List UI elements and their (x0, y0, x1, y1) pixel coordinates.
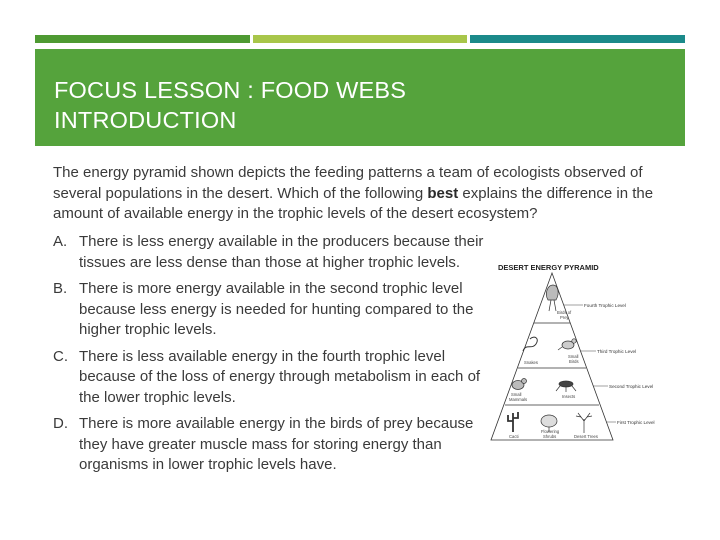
option-text: There is more available energy in the birds of prey because they have greater muscle mass for storing energy than organisms in lower trophic levels have. (79, 415, 474, 473)
option-letter: D. (53, 415, 68, 432)
label-small-mammals-2: Mammals (509, 397, 528, 402)
pyramid-title: DESERT ENERGY PYRAMID (498, 263, 599, 272)
label-desert-trees: Desert Trees (574, 434, 598, 439)
small-bird-icon (558, 339, 576, 350)
accent-bar-teal (470, 35, 685, 43)
level-label-first: First Trophic Level (617, 420, 655, 425)
desert-energy-pyramid-figure (488, 255, 676, 447)
title-banner (35, 49, 685, 146)
question-text (53, 163, 665, 225)
option-d[interactable] (53, 414, 493, 476)
level-label-third: Third Trophic Level (597, 349, 637, 354)
small-mammal-icon (512, 379, 527, 390)
accent-bar-dark-green (35, 35, 250, 43)
slide-title-line-1: FOCUS LESSON : FOOD WEBS (54, 77, 407, 103)
option-text: There is more energy available in the second trophic level because less energy is needed for hunting compared to the higher trophic levels. (79, 280, 474, 338)
option-text: There is less available energy in the fourth trophic level because of the loss of energy through metabolism in each of the lower trophic levels. (79, 347, 481, 406)
accent-bar-lime (253, 35, 467, 43)
option-a[interactable] (53, 232, 493, 273)
label-snakes: Snakes (524, 360, 538, 365)
label-cacti: Cacti (509, 434, 519, 439)
label-insects: Insects (562, 394, 576, 399)
slide-title (54, 75, 654, 135)
question-part-2: explains the difference in the amount of available energy in the trophic levels of the desert ecosystem? (53, 184, 654, 222)
label-birds-of-prey-2: Prey (560, 315, 569, 320)
option-text: There is less energy available in the producers because their tissues are less dense than those at higher trophic levels. (79, 233, 484, 271)
option-letter: B. (53, 280, 68, 297)
snake-icon (523, 337, 537, 351)
cactus-icon (508, 412, 518, 432)
desert-tree-icon (576, 413, 592, 433)
level-label-second: Second Trophic Level (609, 384, 654, 389)
option-letter: A. (53, 233, 68, 250)
option-letter: C. (53, 347, 68, 365)
insect-icon (556, 381, 576, 392)
label-small-mammals-1: Small (511, 392, 522, 397)
slide-title-line-2: INTRODUCTION (54, 107, 237, 133)
level-label-fourth: Fourth Trophic Level (584, 303, 626, 308)
label-flowering-shrubs-1: Flowering (541, 429, 560, 434)
label-small-birds-1: Small (568, 354, 579, 359)
answer-options (53, 232, 493, 476)
option-c[interactable] (53, 347, 493, 409)
hawk-icon (546, 285, 558, 311)
question-emphasis: best (427, 184, 459, 202)
label-birds-of-prey-1: Birds of (557, 310, 572, 315)
label-flowering-shrubs-2: Shrubs (543, 434, 557, 439)
label-small-birds-2: Birds (569, 359, 579, 364)
question-part-1: The energy pyramid shown depicts the feeding patterns a team of ecologists observed of several populations in the desert. Which of the following (53, 164, 643, 202)
option-b[interactable] (53, 279, 493, 341)
